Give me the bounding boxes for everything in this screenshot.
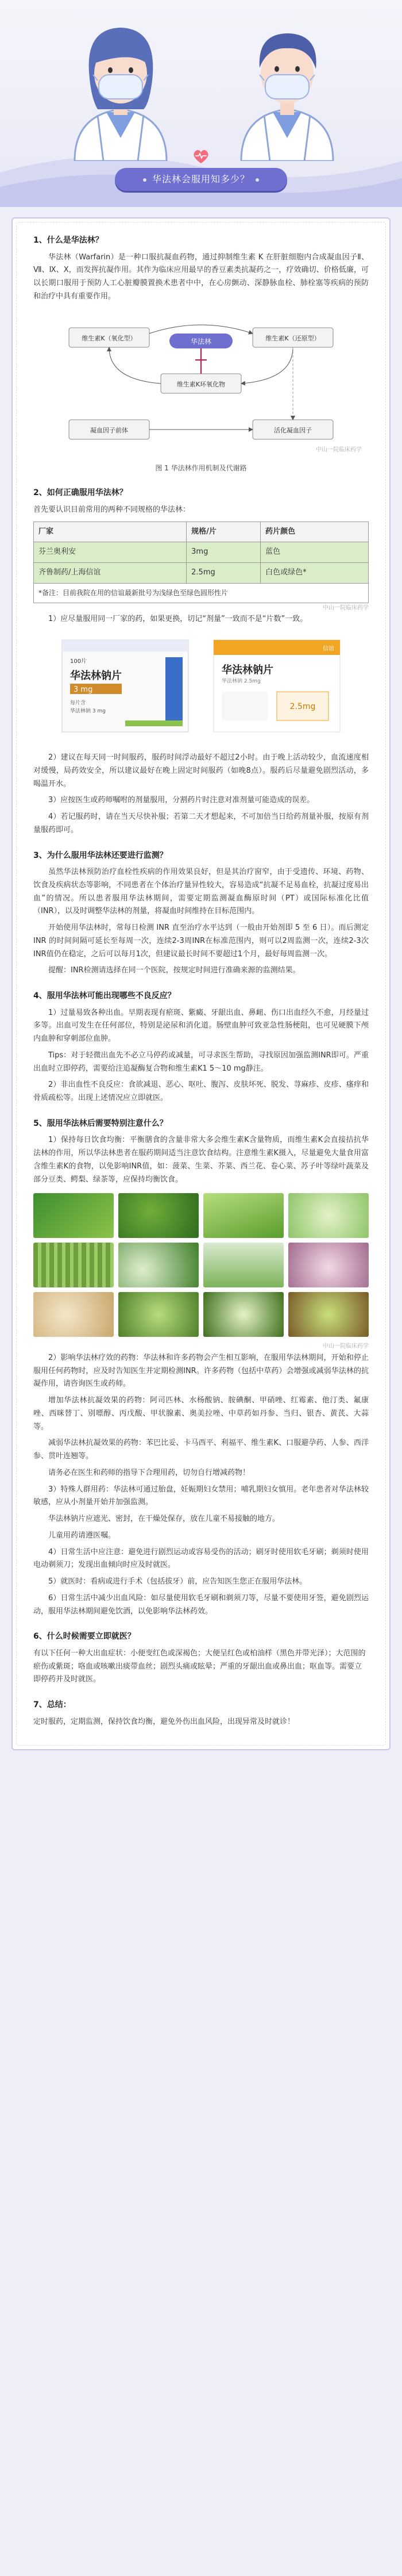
box-spec-sub: 每片含 bbox=[70, 700, 86, 706]
food-watermark: 中山一院临床药学 bbox=[323, 1343, 369, 1350]
diagram-node: 活化凝血因子 bbox=[274, 426, 312, 434]
drug-box-3mg bbox=[56, 634, 194, 738]
table-cell: 蓝色 bbox=[261, 542, 369, 563]
diagram-node: 维生素K（还原型） bbox=[265, 334, 320, 342]
section-3-para: 提醒：INR检测请选择在同一个医院，按规定时间进行准确来源的监测结果。 bbox=[48, 966, 300, 975]
section-2-intro: 首先要认识目前常用的两种不同规格的华法林： bbox=[33, 505, 191, 514]
table-row bbox=[34, 563, 369, 584]
box-spec-line: 华法林钠 3 mg bbox=[70, 708, 106, 714]
table-cell: 2.5mg bbox=[187, 563, 261, 584]
box-spec: 2.5mg bbox=[289, 702, 316, 711]
diagram-node-drug: 华法林 bbox=[190, 337, 212, 346]
hero-banner bbox=[0, 0, 402, 207]
hero-title bbox=[115, 168, 287, 191]
food-image-grid bbox=[33, 1193, 369, 1337]
table-header-cell: 药片颜色 bbox=[261, 522, 369, 542]
section-4-para: 1）过量易致各种出血。早期表现有瘀斑、紫癜、牙龈出血、鼻衄、伤口出血经久不愈，月经量过多等。出血可发生在任何部位，特别是泌尿和消化道。肠壁血肿可致亚急性肠梗阻，也可见硬膜下颅内血肿和穿刺部位血肿。 bbox=[33, 1008, 369, 1043]
diagram-node: 凝血因子前体 bbox=[90, 426, 128, 434]
section-2-para: 3）应按医生或药师嘱咐的剂量服用，分割药片时注意对准剂量可能造成的误差。 bbox=[48, 796, 315, 805]
box-count: 100片 bbox=[70, 658, 87, 665]
article-card bbox=[11, 217, 391, 1750]
box-name: 华法林钠片 bbox=[70, 670, 122, 682]
section-4-para: 2）非出血性不良反应：食欲减退、恶心、呕吐、腹泻、皮肤坏死、脱发、荨麻疹、皮疹、瘙痒和骨质疏松等。出现上述情况应立即就医。 bbox=[33, 1080, 369, 1102]
section-4-para: Tips：对于轻微出血先不必立马停药或减量，可寻求医生帮助，寻找原因加强监测INR即可。严重出血时立即停药，需要给注追凝酶复合物和维生素K1 5～10 mg静注。 bbox=[33, 1051, 369, 1073]
section-7-para: 定时服药，定期监测，保持饮食均衡，避免外伤出血风险，出现异常及时就诊！ bbox=[33, 1717, 295, 1726]
food-image bbox=[33, 1193, 114, 1238]
hero-title-text: 华法林会服用知多少？ bbox=[152, 174, 250, 185]
box-sub: 华法林钠 2.5mg bbox=[222, 678, 261, 684]
section-5-para: 儿童用药请遵医嘱。 bbox=[48, 1531, 116, 1540]
section-6-para: 有以下任何一种大出血症状：小便变红色或深褐色；大便呈红色或柏油样（黑色并带光泽）；大范围的瘀伤或紫斑；咯血或咳嗽出痰带血丝；剧烈头痛或眩晕；严重的牙龈出血或鼻出血；呕血等。需要立即停药并及时就医。 bbox=[33, 1649, 366, 1684]
section-2-para: 1）应尽量服用同一厂家的药，如果更换，切记“剂量”一致而不是“片数”一致。 bbox=[48, 615, 308, 624]
box-spec: 3 mg bbox=[74, 685, 93, 694]
food-image bbox=[118, 1193, 199, 1238]
food-image bbox=[33, 1243, 114, 1287]
section-title-3: 3、为什么服用华法林还要进行监测？ bbox=[33, 850, 168, 860]
food-image bbox=[118, 1292, 199, 1337]
table-cell: 白色或绿色* bbox=[261, 563, 369, 584]
dot-icon bbox=[256, 178, 259, 182]
table-cell: 3mg bbox=[187, 542, 261, 563]
section-5-para: 4）日常生活中应注意：避免进行剧烈运动或容易受伤的活动；刷牙时使用软毛牙刷；剃须时使用电动剃须刀；发现出血倾向时应及时就医。 bbox=[33, 1547, 369, 1570]
table-header-cell: 规格/片 bbox=[187, 522, 261, 542]
food-image bbox=[33, 1292, 114, 1337]
section-5-para: 3）特殊人群用药：华法林可通过胎盘，妊娠期妇女禁用；哺乳期妇女慎用。老年患者对华法林较敏感，应从小剂量开始并加强监测。 bbox=[33, 1485, 369, 1507]
diagram-caption: 图 1 华法林作用机制及代谢路 bbox=[155, 464, 247, 473]
section-2-para: 2）建议在每天同一时间服药，服药时间浮动最好不超过2小时。由于晚上活动较少，血流速度相对缓慢，局药效安全，所以建议最好在晚上固定时间服药（如晚8点）。服药后尽量避免剧烈活动，多喝温开水。 bbox=[33, 753, 369, 788]
food-image bbox=[203, 1193, 284, 1238]
drug-box-images bbox=[33, 634, 369, 743]
table-note: *备注：目前我院在用的信谊最新批号为浅绿色至绿色圆形性片 bbox=[34, 583, 369, 603]
table-row bbox=[34, 542, 369, 563]
food-image bbox=[118, 1243, 199, 1287]
food-image bbox=[288, 1193, 369, 1238]
table-cell: 齐鲁制药/上海信谊 bbox=[34, 563, 187, 584]
section-3-para: 开始使用华法林时，常每日检测 INR 直至治疗水平达到（一般由开始剂即 5 至 6 日）。而后测定 INR 的时间间隔可延长至每周一次，连续2-3周INR在标准范围内，则可以2周监测一次，连续2-3次INR值仍在稳定，之后可以每月1次，但建议最长时间不要超过1个月，最好每周监测一次。 bbox=[33, 923, 369, 959]
section-title-2: 2、如何正确服用华法林？ bbox=[33, 488, 127, 498]
box-brand: 信谊 bbox=[323, 646, 334, 652]
warfarin-spec-table bbox=[33, 522, 369, 603]
box-name: 华法林钠片 bbox=[222, 664, 273, 676]
drug-box-2-5mg bbox=[208, 634, 346, 738]
section-5-para: 2）影响华法林疗效的药物：华法林和许多药物会产生相互影响，在服用华法林期间，开始和停止服用任何药物时，应及时告知医生并定期检测INR。许多药物（包括中草药）会增强或减弱华法林的抗凝作用，请咨询医生或药师。 bbox=[33, 1353, 369, 1389]
section-title-6: 6、什么时候需要立即就医？ bbox=[33, 1632, 136, 1642]
section-5-para: 减弱华法林抗凝效果的药物：苯巴比妥、卡马西平、利福平、维生素K、口服避孕药、人参、西洋参、贯叶连翘等。 bbox=[33, 1439, 369, 1460]
section-5-para: 6）日常生活中减少出血风险：如尽量使用软毛牙刷和剃须刀等，尽量不要使用牙签，避免剧烈运动，服用华法林期间避免饮酒，以免影响华法林药效。 bbox=[33, 1593, 369, 1616]
section-title-5: 5、服用华法林后需要特别注意什么？ bbox=[33, 1118, 168, 1128]
section-5-para: 5）就医时：看病或进行手术（包括拔牙）前，应告知医生您正在服用华法林。 bbox=[48, 1577, 307, 1586]
table-note-row bbox=[34, 583, 369, 603]
diagram-node: 维生素K环氧化物 bbox=[176, 380, 226, 388]
table-header-cell: 厂家 bbox=[34, 522, 187, 542]
food-image bbox=[203, 1243, 284, 1287]
diagram-watermark: 中山一院临床药学 bbox=[316, 446, 362, 453]
content-frame bbox=[11, 207, 391, 1773]
food-image bbox=[203, 1292, 284, 1337]
table-cell: 芬兰奥利安 bbox=[34, 542, 187, 563]
table-watermark: 中山一院临床药学 bbox=[323, 604, 369, 611]
food-image bbox=[288, 1292, 369, 1337]
section-title-7: 7、总结： bbox=[33, 1700, 71, 1709]
heart-pulse-icon bbox=[192, 148, 210, 164]
doctor-male-illustration bbox=[230, 17, 345, 161]
section-title-1: 1、什么是华法林？ bbox=[33, 236, 103, 245]
food-image bbox=[288, 1243, 369, 1287]
doctor-female-illustration bbox=[63, 17, 178, 161]
section-3-para: 虽然华法林预防治疗血栓性疾病的作用效果良好，但是其治疗窗窄，由于受遗传、环境、药物、饮食及疾病状态等影响，不同患者在个体治疗量异性较大，容易造成“抗凝不足易血栓，抗凝过度易出血”的情况。所以患者服用华法林期间，需要定期监测凝血酶原时间（PT）或国际标准化比值（INR），以及时调整华法林的剂量，将凝血时间维持在目标范围内。 bbox=[33, 868, 369, 916]
table-header-row bbox=[34, 522, 369, 542]
dot-icon bbox=[143, 178, 146, 182]
diagram-node: 维生素K（氧化型） bbox=[82, 334, 137, 342]
section-title-4: 4、服用华法林可能出现哪些不良反应？ bbox=[33, 991, 176, 1000]
section-5-para: 1）保持每日饮食均衡：平衡膳食的含量非常大多会维生素K含量物质，而维生素K会直接拮抗华法林的作用，所以华法林患者在服药期间适当注意饮食结构。注意维生素K摄入，尽量避免大量食用富含维生素K的食物，以免影响INR值，如：菠菜、生菜、芥菜、西兰花、卷心菜、苏子叶等绿叶蔬菜及部分豆类、鳄梨、绿茶等，应保持均衡饮食。 bbox=[33, 1136, 369, 1184]
section-5-para: 增加华法林抗凝效果的药物：阿司匹林、水杨酸钠、胺碘酮、甲硝唑、红霉素、他汀类、氟康唑、西咪替丁、别嘌醇、丙戊酸、甲状腺素、奥美拉唑、中草药如丹参、当归、银杏、黄芪、大蒜等。 bbox=[33, 1396, 369, 1431]
section-5-para: 请务必在医生和药师的指导下合理用药，切勿自行增减药物！ bbox=[48, 1468, 250, 1477]
mechanism-diagram bbox=[33, 310, 369, 454]
section-5-para: 华法林钠片应遮光、密封，在干燥处保存，放在儿童不易接触的地方。 bbox=[48, 1515, 280, 1523]
section-1-para: 华法林（Warfarin）是一种口服抗凝血药物，通过抑制维生素 K 在肝脏细胞内合成凝血因子Ⅱ、Ⅶ、Ⅸ、Ⅹ，而发挥抗凝作用。其作为临床应用最早的香豆素类抗凝药之一，疗效确切、价格低廉，可以长期口服用于预防人工心脏瓣膜置换术患者中中，在心房颤动、深静脉血栓、肺栓塞等疾病的预防和治疗中具有重要作用。 bbox=[33, 252, 369, 301]
section-2-para: 4）若记服药时，请在当天尽快补服；若第二天才想起来，不可加倍当日给药剂量补服，按原有剂量服药即可。 bbox=[33, 812, 369, 834]
